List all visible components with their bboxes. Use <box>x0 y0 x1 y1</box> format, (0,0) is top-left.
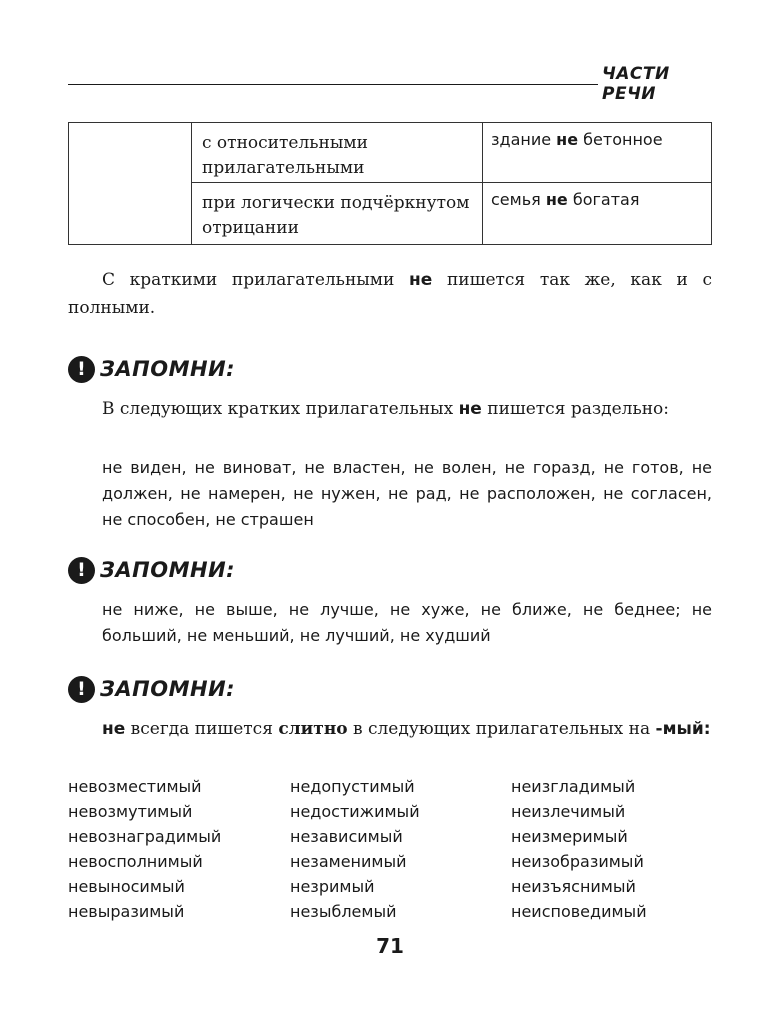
table-condition-cell: при логически подчёркнутом отрицании <box>192 183 483 245</box>
list-item: неизъяснимый <box>511 877 636 896</box>
word-column <box>68 774 290 924</box>
list-item: недопустимый <box>290 777 415 796</box>
list-item: недостижимый <box>290 802 420 821</box>
list-item: невозмутимый <box>68 802 193 821</box>
word-column <box>290 774 511 924</box>
rules-table <box>68 122 712 245</box>
page-number: 71 <box>376 934 404 958</box>
table-condition-cell: с относительными прилагательными <box>192 123 483 183</box>
word-column <box>511 774 647 924</box>
list-item: неизмеримый <box>511 827 628 846</box>
exclamation-icon: ! <box>68 676 95 703</box>
list-item: неисповедимый <box>511 902 647 921</box>
note-label: ЗАПОМНИ: <box>100 558 236 582</box>
note-heading <box>68 354 235 384</box>
list-item: незыблемый <box>290 902 397 921</box>
table-empty-cell <box>69 123 192 245</box>
note1-word-list: не виден, не виноват, не властен, не волен, не горазд, не готов, не должен, не намерен, не нужен, не рад, не расположен, не согласен, не способен, не страшен <box>102 458 712 529</box>
note-heading <box>68 674 235 704</box>
exclamation-icon: ! <box>68 356 95 383</box>
note1-rule: В следующих кратких прилагательных не пишется раздельно: <box>102 399 669 419</box>
list-item: неизобразимый <box>511 852 644 871</box>
header-rule <box>68 84 598 85</box>
list-item: невосполнимый <box>68 852 203 871</box>
list-item: невозместимый <box>68 777 202 796</box>
table-row <box>69 123 712 183</box>
intro-paragraph: С краткими прилагательными не пишется так же, как и с полными. <box>68 270 713 318</box>
list-item: невыносимый <box>68 877 185 896</box>
table-example-cell: здание не бетонное <box>483 123 712 183</box>
table-example-cell: семья не богатая <box>483 183 712 245</box>
note-label: ЗАПОМНИ: <box>100 357 236 381</box>
list-item: неизлечимый <box>511 802 626 821</box>
list-item: незримый <box>290 877 375 896</box>
note-heading <box>68 555 235 585</box>
list-item: невознаградимый <box>68 827 222 846</box>
note3-rule: не всегда пишется слитно в следующих прилагательных на -мый: <box>102 719 711 739</box>
list-item: незаменимый <box>290 852 407 871</box>
list-item: неизгладимый <box>511 777 636 796</box>
section-title: ЧАСТИ РЕЧИ <box>602 64 670 104</box>
note2-word-list: не ниже, не выше, не лучше, не хуже, не ближе, не беднее; не больший, не меньший, не лучший, не худший <box>102 600 712 645</box>
note-label: ЗАПОМНИ: <box>100 677 236 701</box>
list-item: независимый <box>290 827 403 846</box>
exclamation-icon: ! <box>68 557 95 584</box>
adjective-word-columns <box>68 774 718 924</box>
list-item: невыразимый <box>68 902 185 921</box>
